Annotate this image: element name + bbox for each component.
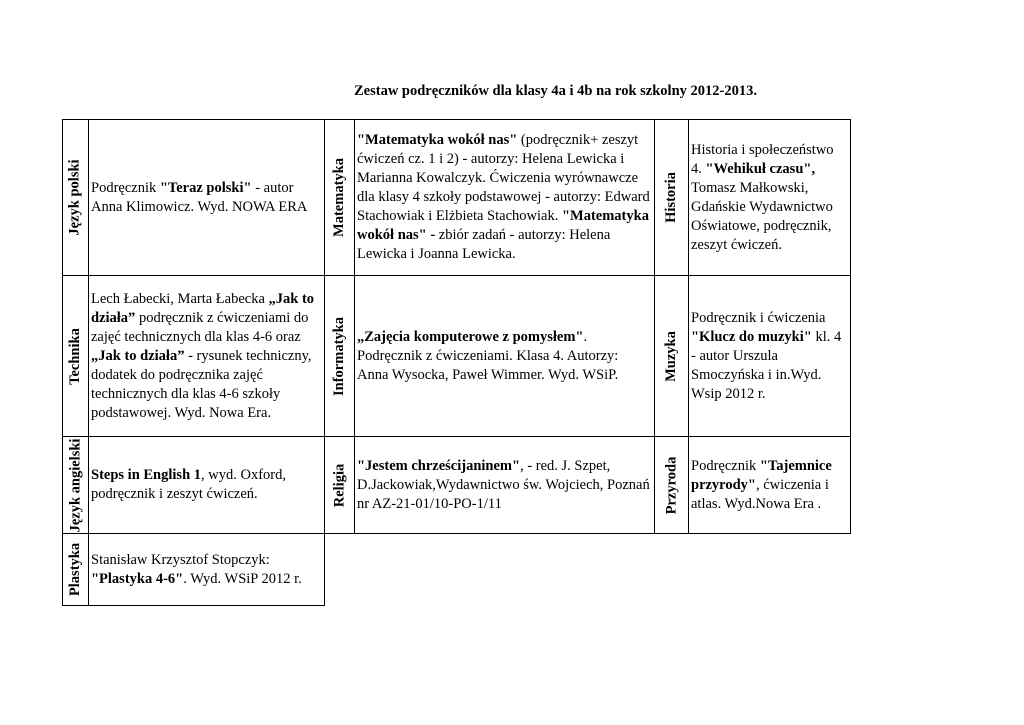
subject-name: Religia (331, 463, 347, 507)
description-text: - rysunek techniczny, dodatek do podręcznika zajęć technicznych dla klas 4-6 szkoły podstawowej. Wyd. Nowa Era. (91, 347, 312, 421)
subject-name: Język angielski (67, 438, 84, 532)
description-text: , - red. J. Szpet, D.Jackowiak,Wydawnictwo św. Wojciech, Poznań nr AZ-21-01/10-PO-1/11 (357, 457, 650, 512)
description-text: Tomasz Małkowski, Gdańskie Wydawnictwo Oświatowe, podręcznik, zeszyt ćwiczeń. (691, 179, 833, 253)
description-text: - autor Anna Klimowicz. Wyd. NOWA ERA (91, 179, 308, 215)
subject-cell (654, 275, 689, 437)
textbook-description-cell (354, 436, 655, 534)
subject-name: Plastyka (67, 542, 84, 597)
textbook-description-cell (688, 275, 851, 437)
subject-cell (654, 436, 689, 534)
description-text: , wyd. Oxford, podręcznik i zeszyt ćwiczeń. (91, 467, 286, 502)
subject-name: Muzyka (663, 330, 679, 382)
subject-cell (324, 436, 355, 534)
subject-name: Matematyka (331, 158, 348, 237)
description-text: Podręcznik i ćwiczenia (691, 309, 826, 326)
description-text: Historia i społeczeństwo 4. (691, 141, 834, 177)
textbook-description-cell (688, 119, 851, 276)
description-text: kl. 4 - autor Urszula Smoczyńska i in.Wyd. Wsip 2012 r. (691, 328, 842, 402)
description-text: , ćwiczenia i atlas. Wyd.Nowa Era . (691, 476, 829, 512)
subject-cell (324, 119, 355, 276)
subject-name: Język polski (67, 159, 84, 236)
book-title: Steps in English 1 (91, 467, 202, 483)
textbook-description-cell (354, 275, 655, 437)
description-text: zbiór zadań - autorzy: Helena Lewicka i Joanna Lewicka. (357, 227, 611, 262)
subject-cell (654, 119, 689, 276)
book-title: "Teraz polski" (159, 179, 252, 196)
subject-name: Informatyka (331, 316, 348, 396)
subject-cell (324, 275, 355, 437)
book-title: „Zajęcia komputerowe z pomysłem" (357, 328, 584, 345)
textbook-description-cell (88, 436, 325, 534)
subject-name: Historia (663, 172, 679, 223)
description-text: (podręcznik+ zeszyt ćwiczeń cz. 1 i 2) - autorzy: Helena Lewicka i Marianna Kowalczyk. Ćwiczenia wyrównawcze dla klasy 4 szkoły podstawowej - autorzy: Edward Stachowiak i Elżbieta Stachowiak. (357, 132, 650, 224)
subject-cell (62, 275, 89, 437)
textbook-description-cell (354, 119, 655, 276)
textbook-description-cell (88, 533, 325, 606)
book-title: "Plastyka 4-6" (91, 570, 184, 587)
description-text: Lech Łabecki, Marta Łabecka (91, 290, 269, 307)
subject-name: Technika (67, 327, 83, 385)
book-title: "Matematyka wokół nas" - (357, 208, 649, 243)
textbook-description-cell (88, 275, 325, 437)
book-title: „Jak to działa” (91, 347, 185, 364)
book-title: "Tajemnice przyrody" (691, 457, 832, 493)
book-title: "Klucz do muzyki" (691, 328, 812, 345)
description-text: podręcznik z ćwiczeniami do zajęć technicznych dla klas 4-6 oraz (91, 309, 309, 345)
subject-cell (62, 119, 89, 276)
description-text: Stanisław Krzysztof Stopczyk: (91, 551, 270, 568)
book-title: „Jak to działa” (91, 290, 315, 326)
book-title: "Wehikuł czasu", (705, 160, 816, 177)
subject-name: Przyroda (663, 456, 679, 514)
book-title: "Jestem chrześcijaninem" (357, 457, 521, 474)
description-text: . Podręcznik z ćwiczeniami. Klasa 4. Autorzy: Anna Wysocka, Paweł Wimmer. Wyd. WSiP. (357, 328, 619, 383)
description-text: Podręcznik (691, 457, 760, 474)
subject-cell (62, 533, 89, 606)
description-text: . Wyd. WSiP 2012 r. (183, 570, 302, 587)
description-text: Podręcznik (91, 179, 160, 196)
document-title: Zestaw podręczników dla klasy 4a i 4b na rok szkolny 2012-2013. (354, 83, 757, 99)
subject-cell (62, 436, 89, 534)
textbook-description-cell (88, 119, 325, 276)
book-title: "Matematyka wokół nas" (357, 132, 518, 148)
textbook-description-cell (688, 436, 851, 534)
